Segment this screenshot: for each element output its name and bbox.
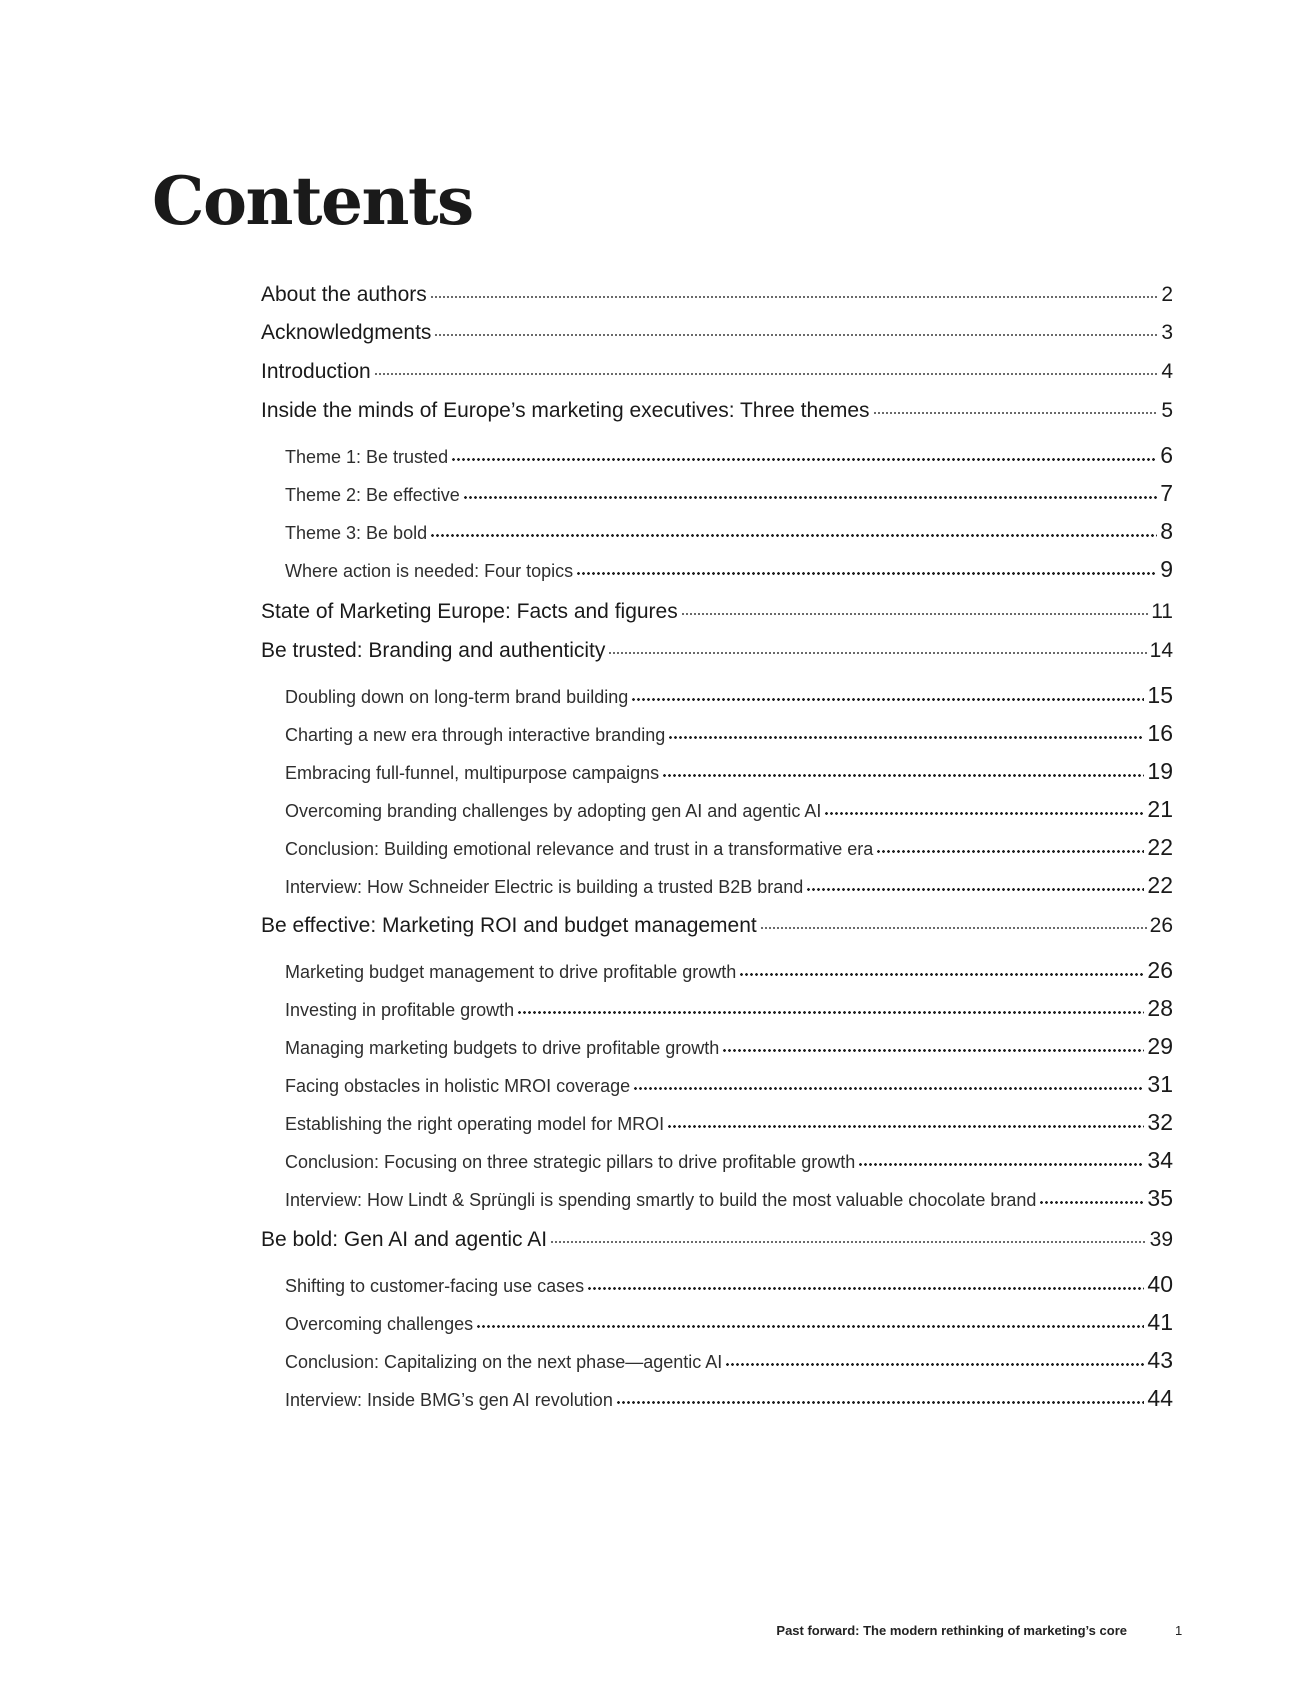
toc-entry-label: Marketing budget management to drive profitable growth <box>285 962 737 982</box>
toc-entry-page: 9 <box>1160 556 1173 582</box>
toc-entry-page: 41 <box>1147 1309 1173 1335</box>
dot-leader <box>667 1114 1144 1132</box>
toc-entry[interactable] <box>261 280 1173 307</box>
toc-entry-label: Theme 2: Be effective <box>285 485 460 505</box>
toc-entry-label: Interview: How Schneider Electric is building a trusted B2B brand <box>285 877 804 897</box>
toc-entry-label: Investing in profitable growth <box>285 1000 515 1020</box>
toc-subentry[interactable] <box>285 1147 1173 1174</box>
dot-leader <box>873 398 1159 419</box>
toc-entry-label: Overcoming branding challenges by adopting gen AI and agentic AI <box>285 801 822 821</box>
toc-entry[interactable] <box>261 396 1173 423</box>
toc-entry[interactable] <box>261 911 1173 938</box>
toc-entry-page: 21 <box>1147 796 1173 822</box>
toc-entry-page: 5 <box>1161 399 1173 422</box>
toc-entry[interactable] <box>261 357 1173 384</box>
toc-subentry[interactable] <box>285 995 1173 1022</box>
toc-entry-label: Embracing full-funnel, multipurpose campaigns <box>285 763 660 783</box>
toc-entry-label: Interview: Inside BMG’s gen AI revolution <box>285 1390 613 1410</box>
toc-entry-page: 31 <box>1147 1071 1173 1097</box>
toc-entry-label: Acknowledgments <box>261 321 432 344</box>
dot-leader <box>631 687 1144 705</box>
toc-entry-page: 43 <box>1147 1347 1173 1373</box>
dot-leader <box>1039 1190 1144 1208</box>
toc-entry-label: Conclusion: Building emotional relevance and trust in a transformative era <box>285 839 874 859</box>
toc-entry-page: 26 <box>1147 957 1173 983</box>
toc-entry-page: 44 <box>1147 1385 1173 1411</box>
toc-subentry[interactable] <box>285 1033 1173 1060</box>
toc-entry-page: 34 <box>1147 1147 1173 1173</box>
toc-entry-label: Be effective: Marketing ROI and budget management <box>261 914 757 937</box>
toc-subentry[interactable] <box>285 1071 1173 1098</box>
page-title: Contents <box>152 162 473 240</box>
dot-leader <box>616 1390 1145 1408</box>
toc-subentry[interactable] <box>285 1185 1173 1212</box>
dot-leader <box>876 839 1144 857</box>
dot-leader <box>662 763 1144 781</box>
dot-leader <box>430 523 1157 541</box>
toc-entry-label: Conclusion: Capitalizing on the next phase—agentic AI <box>285 1352 723 1372</box>
toc-entry[interactable] <box>261 318 1173 345</box>
toc-entry-label: Where action is needed: Four topics <box>285 561 574 581</box>
toc-entry-label: Introduction <box>261 360 371 383</box>
dot-leader <box>725 1352 1144 1370</box>
toc-subentry[interactable] <box>285 518 1173 545</box>
dot-leader <box>374 359 1159 380</box>
toc-subentry[interactable] <box>285 682 1173 709</box>
toc-subentry[interactable] <box>285 758 1173 785</box>
toc-entry-label: Conclusion: Focusing on three strategic pillars to drive profitable growth <box>285 1152 856 1172</box>
toc-subentry[interactable] <box>285 442 1173 469</box>
dot-leader <box>576 561 1157 579</box>
toc-entry-page: 35 <box>1147 1185 1173 1211</box>
toc-subentry[interactable] <box>285 796 1173 823</box>
toc-subentry[interactable] <box>285 480 1173 507</box>
toc-entry-page: 29 <box>1147 1033 1173 1059</box>
toc-entry-label: Facing obstacles in holistic MROI coverage <box>285 1076 631 1096</box>
toc-entry-label: State of Marketing Europe: Facts and figures <box>261 600 678 623</box>
toc-entry-page: 4 <box>1161 360 1173 383</box>
dot-leader <box>608 638 1146 659</box>
toc-entry-label: Interview: How Lindt & Sprüngli is spending smartly to build the most valuable chocolate brand <box>285 1190 1037 1210</box>
toc-entry-label: Doubling down on long-term brand building <box>285 687 629 707</box>
toc-entry-label: Establishing the right operating model for MROI <box>285 1114 665 1134</box>
toc-subentry[interactable] <box>285 834 1173 861</box>
toc-entry-label: Be trusted: Branding and authenticity <box>261 639 606 662</box>
toc-entry-page: 14 <box>1149 639 1173 662</box>
toc-entry-label: Managing marketing budgets to drive profitable growth <box>285 1038 720 1058</box>
toc-entry[interactable] <box>261 597 1173 624</box>
dot-leader <box>476 1314 1144 1332</box>
toc-entry-label: Shifting to customer-facing use cases <box>285 1276 585 1296</box>
toc-entry-page: 32 <box>1147 1109 1173 1135</box>
toc-entry-page: 16 <box>1147 720 1173 746</box>
dot-leader <box>550 1227 1147 1248</box>
toc-entry[interactable] <box>261 636 1173 663</box>
dot-leader <box>681 599 1148 620</box>
dot-leader <box>824 801 1144 819</box>
footer-page-number: 1 <box>1175 1623 1183 1638</box>
toc-entry-label: About the authors <box>261 283 427 306</box>
dot-leader <box>434 320 1158 341</box>
toc-subentry[interactable] <box>285 872 1173 899</box>
toc-subentry[interactable] <box>285 1309 1173 1336</box>
toc-entry-label: Theme 1: Be trusted <box>285 447 449 467</box>
toc-entry-label: Be bold: Gen AI and agentic AI <box>261 1228 548 1251</box>
dot-leader <box>451 447 1157 465</box>
toc-entry-page: 7 <box>1160 480 1173 506</box>
toc-entry-page: 19 <box>1147 758 1173 784</box>
toc-entry-page: 8 <box>1160 518 1173 544</box>
dot-leader <box>517 1000 1144 1018</box>
toc-entry[interactable] <box>261 1225 1173 1252</box>
toc-subentry[interactable] <box>285 957 1173 984</box>
toc-subentry[interactable] <box>285 1109 1173 1136</box>
toc-entry-page: 26 <box>1149 914 1173 937</box>
toc-entry-label: Inside the minds of Europe’s marketing executives: Three themes <box>261 399 870 422</box>
dot-leader <box>430 282 1159 303</box>
toc-subentry[interactable] <box>285 556 1173 583</box>
toc-subentry[interactable] <box>285 720 1173 747</box>
toc-entry-label: Overcoming challenges <box>285 1314 474 1334</box>
toc-entry-page: 28 <box>1147 995 1173 1021</box>
toc-entry-page: 2 <box>1161 283 1173 306</box>
toc-entry-page: 22 <box>1147 834 1173 860</box>
toc-subentry[interactable] <box>285 1271 1173 1298</box>
footer-report-title: Past forward: The modern rethinking of marketing’s core <box>776 1623 1127 1638</box>
toc-subentry[interactable] <box>285 1385 1173 1412</box>
dot-leader <box>760 913 1147 934</box>
dot-leader <box>739 962 1144 980</box>
toc-entry-page: 6 <box>1160 442 1173 468</box>
dot-leader <box>858 1152 1144 1170</box>
toc-entry-page: 39 <box>1149 1228 1173 1251</box>
toc-entry-page: 3 <box>1161 321 1173 344</box>
toc-entry-label: Theme 3: Be bold <box>285 523 428 543</box>
toc-entry-label: Charting a new era through interactive branding <box>285 725 666 745</box>
dot-leader <box>668 725 1144 743</box>
dot-leader <box>463 485 1157 503</box>
dot-leader <box>722 1038 1144 1056</box>
toc-entry-page: 15 <box>1147 682 1173 708</box>
toc-subentry[interactable] <box>285 1347 1173 1374</box>
dot-leader <box>633 1076 1144 1094</box>
toc-entry-page: 11 <box>1151 600 1173 623</box>
dot-leader <box>806 877 1144 895</box>
toc-entry-page: 22 <box>1147 872 1173 898</box>
dot-leader <box>587 1276 1144 1294</box>
toc-entry-page: 40 <box>1147 1271 1173 1297</box>
